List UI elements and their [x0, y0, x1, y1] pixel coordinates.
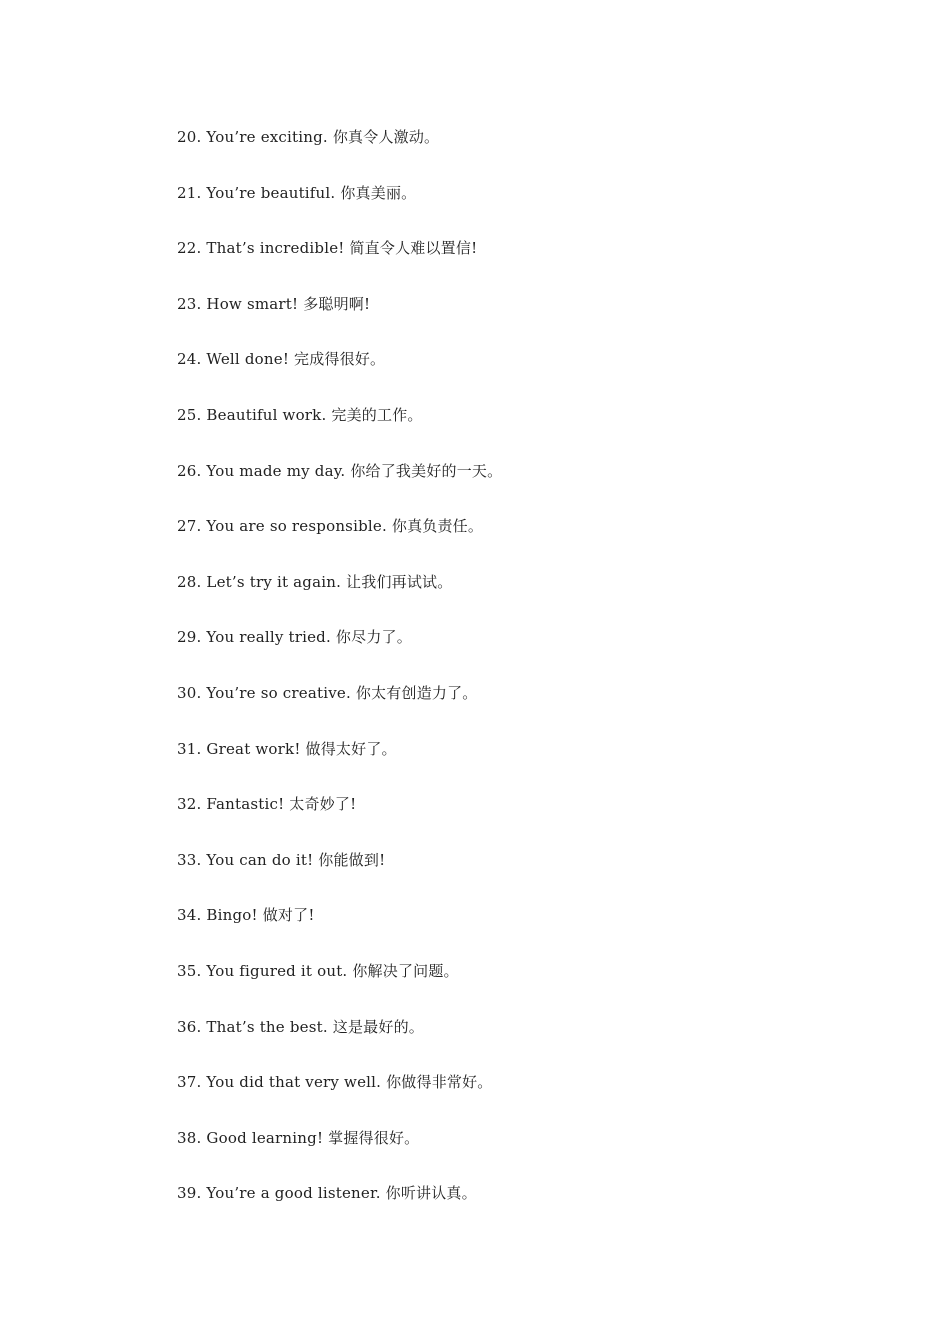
- list-item: 22. That’s incredible! 简直令人难以置信!: [177, 239, 478, 258]
- list-item: 20. You’re exciting. 你真令人激动。: [177, 128, 440, 146]
- list-item: 35. You figured it out. 你解决了问题。: [177, 961, 459, 980]
- list-item: 37. You did that very well. 你做得非常好。: [177, 1073, 493, 1092]
- list-item: 28. Let’s try it again. 让我们再试试。: [177, 572, 453, 591]
- list-item: 26. You made my day. 你给了我美好的一天。: [177, 461, 503, 480]
- list-item: 27. You are so responsible. 你真负责任。: [177, 517, 484, 536]
- list-item: 36. That’s the best. 这是最好的。: [177, 1017, 424, 1036]
- phrase-list: [177, 124, 502, 1236]
- list-item: 29. You really tried. 你尽力了。: [177, 628, 412, 647]
- list-item: 34. Bingo! 做对了!: [177, 906, 315, 925]
- list-item: 32. Fantastic! 太奇妙了!: [177, 795, 357, 814]
- list-item: 25. Beautiful work. 完美的工作。: [177, 405, 423, 424]
- list-item: 31. Great work! 做得太好了。: [177, 739, 397, 758]
- list-item: 38. Good learning! 掌握得很好。: [177, 1128, 420, 1147]
- list-item: 33. You can do it! 你能做到!: [177, 850, 386, 869]
- list-item: 24. Well done! 完成得很好。: [177, 350, 386, 369]
- list-item: 39. You’re a good listener. 你听讲认真。: [177, 1184, 477, 1203]
- list-item: 30. You’re so creative. 你太有创造力了。: [177, 683, 478, 702]
- list-item: 21. You’re beautiful. 你真美丽。: [177, 183, 417, 202]
- list-item: 23. How smart! 多聪明啊!: [177, 294, 371, 313]
